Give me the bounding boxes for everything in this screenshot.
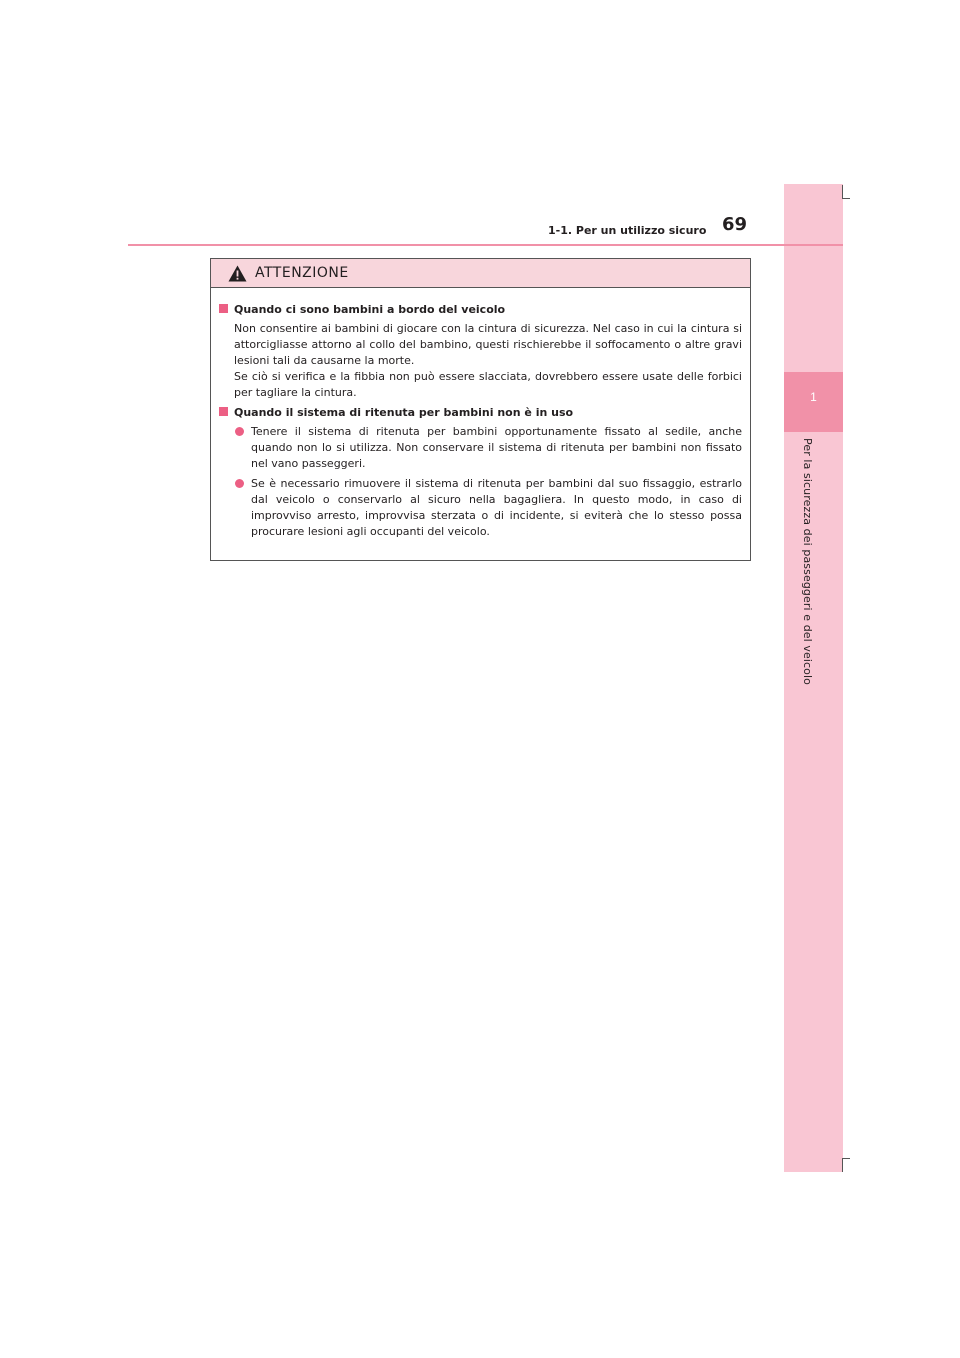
crop-mark-bottom: [842, 1158, 843, 1172]
list-item-text: Se è necessario rimuovere il sistema di ritenuta per bambini dal suo fissaggio, estrarlo dal veicolo o conservarlo al sicuro nella bagagliera. In questo modo, in caso di improvviso arresto, improvvisa sterzata o di incidente, si eviterà che lo stesso possa procurare lesioni agli occupanti del veicolo.: [251, 477, 742, 538]
warning-icon: [228, 265, 247, 282]
section-heading: [219, 405, 742, 421]
section-title: 1-1. Per un utilizzo sicuro: [548, 224, 707, 237]
section-heading: [219, 302, 742, 318]
caution-body: [211, 288, 750, 540]
paragraph: [219, 321, 742, 401]
square-bullet-icon: [219, 407, 228, 416]
paragraph-line: Se ciò si verifica e la fibbia non può essere slacciata, dovrebbero essere usate delle forbici per tagliare la cintura.: [234, 370, 742, 399]
page-number: 69: [722, 214, 748, 235]
caution-title: ATTENZIONE: [255, 265, 349, 281]
paragraph-line: Non consentire ai bambini di giocare con la cintura di sicurezza. Nel caso in cui la cintura si attorcigliasse attorno al collo del bambino, questi rischierebbe il soffocamento o altre gravi lesioni tali da causarne la morte.: [234, 322, 742, 367]
circle-bullet-icon: [235, 427, 244, 436]
crop-mark-bottom-h: [842, 1158, 850, 1159]
caution-header: [211, 259, 750, 288]
circle-bullet-icon: [235, 479, 244, 488]
chapter-number: 1: [810, 390, 817, 404]
list-item-text: Tenere il sistema di ritenuta per bambini opportunamente fissato al sedile, anche quando non lo si utilizza. Non conservare il sistema di ritenuta per bambini non fissato nel vano passeggeri.: [251, 425, 742, 470]
list-item: [219, 424, 742, 472]
section-heading-text: Quando ci sono bambini a bordo del veicolo: [234, 303, 506, 316]
section-heading-text: Quando il sistema di ritenuta per bambini non è in uso: [234, 406, 574, 419]
square-bullet-icon: [219, 304, 228, 313]
list-item: [219, 476, 742, 540]
chapter-title: Per la sicurezza dei passeggeri e del veicolo: [801, 438, 814, 685]
header-rule: [128, 244, 843, 246]
crop-mark-top: [842, 185, 843, 199]
crop-mark-top-h: [842, 198, 850, 199]
caution-box: [210, 258, 751, 561]
